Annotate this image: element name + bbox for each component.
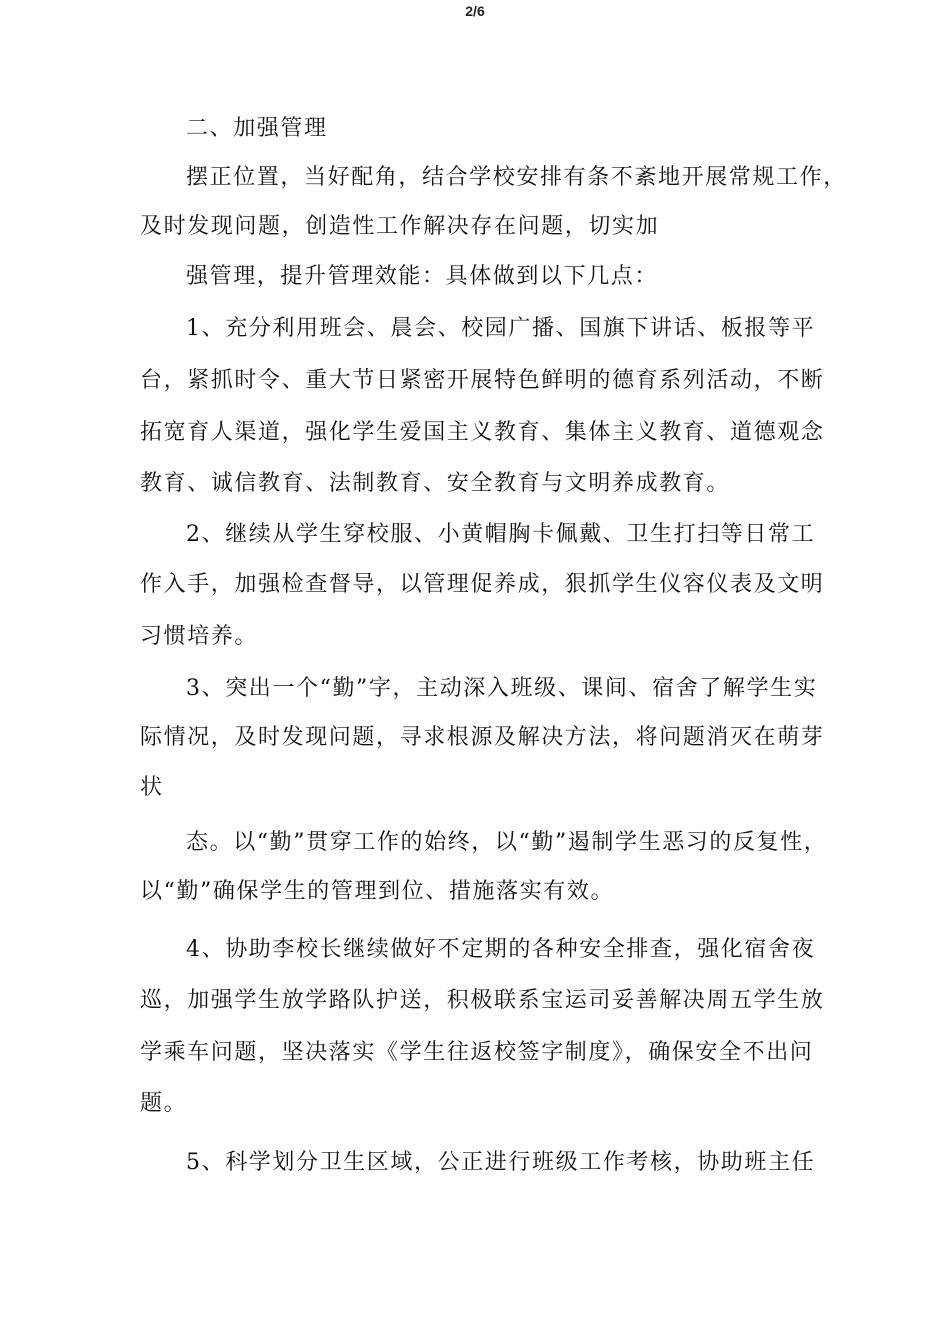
- list-item-line: 际情况，及时发现问题，寻求根源及解决方法，将问题消灭在萌芽: [140, 725, 825, 750]
- page-number: 2/6: [465, 3, 485, 19]
- list-item-line: 学乘车问题，坚决落实《学生往返校签字制度》，确保安全不出问: [140, 1040, 814, 1065]
- list-item-line: 以“勤”确保学生的管理到位、措施落实有效。: [140, 879, 615, 904]
- list-item-line: 台，紧抓时令、重大节日紧密开展特色鲜明的德育系列活动，不断: [140, 368, 825, 393]
- list-item-line: 题。: [140, 1091, 188, 1116]
- list-item-line: 3、突出一个“勤”字，主动深入班级、课间、宿舍了解学生实: [186, 676, 818, 701]
- list-item-line: 状: [140, 775, 164, 800]
- list-item-line: 教育、诚信教育、法制教育、安全教育与文明养成教育。: [140, 471, 731, 496]
- list-item-line: 5、科学划分卫生区域，公正进行班级工作考核，协助班主任: [186, 1150, 816, 1175]
- list-item-line: 巡，加强学生放学路队护送，积极联系宝运司妥善解决周五学生放: [140, 988, 825, 1013]
- list-item-line: 4、协助李校长继续做好不定期的各种安全排查，强化宿舍夜: [186, 937, 816, 962]
- paragraph-line: 摆正位置，当好配角，结合学校安排有条不紊地开展常规工作，: [186, 165, 847, 190]
- list-item-line: 拓宽育人渠道，强化学生爱国主义教育、集体主义教育、道德观念: [140, 420, 825, 445]
- list-item-line: 态。以“勤”贯穿工作的始终，以“勤”遏制学生恶习的反复性，: [186, 830, 828, 855]
- paragraph-line: 强管理，提升管理效能：具体做到以下几点：: [186, 264, 659, 289]
- section-heading: 二、加强管理: [186, 116, 328, 141]
- list-item-line: 作入手，加强检查督导，以管理促养成，狠抓学生仪容仪表及文明: [140, 572, 825, 597]
- list-item-line: 2、继续从学生穿校服、小黄帽胸卡佩戴、卫生打扫等日常工: [186, 522, 816, 547]
- list-item-line: 1、充分利用班会、晨会、校园广播、国旗下讲话、板报等平: [186, 316, 816, 341]
- list-item-line: 习惯培养。: [140, 624, 259, 649]
- paragraph-line: 及时发现问题，创造性工作解决存在问题，切实加: [140, 214, 660, 239]
